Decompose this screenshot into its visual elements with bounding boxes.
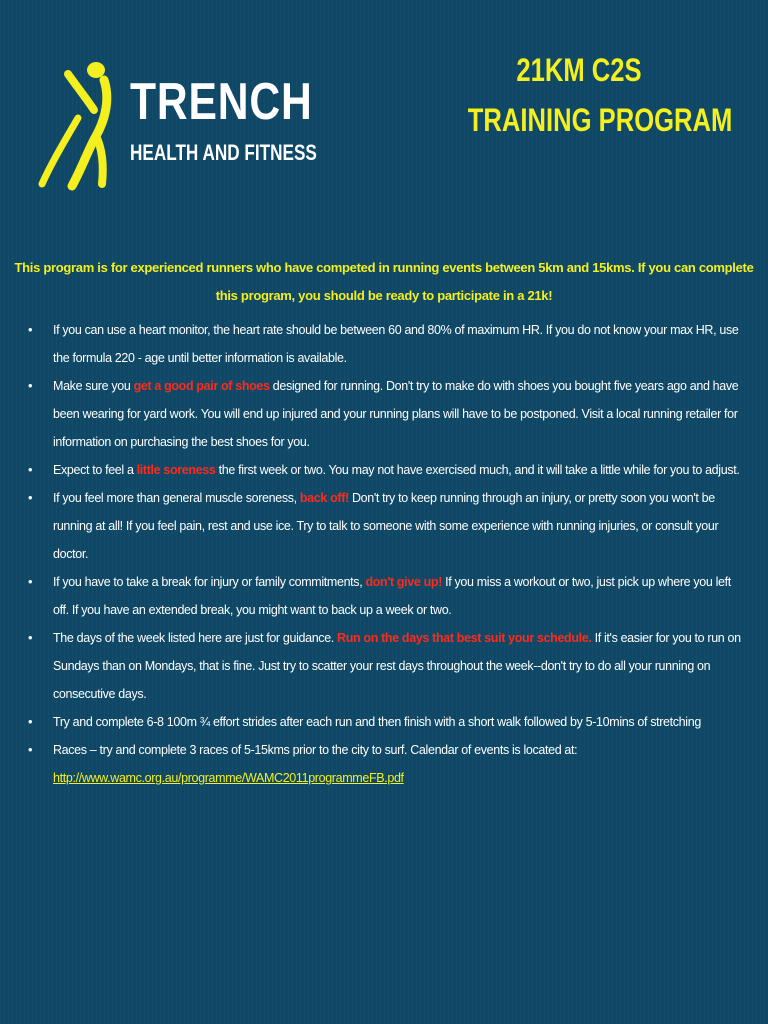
brand-name: TRENCH (130, 73, 313, 131)
trench-logo (38, 58, 317, 193)
runner-icon (38, 58, 128, 193)
calendar-link[interactable]: http://www.wamc.org.au/programme/WAMC2011programmeFB.pdf (53, 771, 404, 785)
list-item: • If you can use a heart monitor, the heart rate should be between 60 and 80% of maximum HR. If you do not know your max HR, use the formula 220 - age until better information is available. (28, 316, 748, 372)
list-item: • If you feel more than general muscle soreness, back off! Don't try to keep running through an injury, or pretty soon you won't be running at all! If you feel pain, rest and use ice. Try to talk to someone with some experience with running injuries, or consult your doctor. (28, 484, 748, 568)
list-item: • Make sure you get a good pair of shoes designed for running. Don't try to make do with shoes you bought five years ago and have been wearing for yard work. You will end up injured and your running plans will have to be postponed. Visit a local running retailer for information on purchasing the best shoes for you. (28, 372, 748, 456)
list-item: • Try and complete 6-8 100m ¾ effort strides after each run and then finish with a short walk followed by 5-10mins of stretching (28, 708, 748, 736)
brand-tagline: HEALTH AND FITNESS (130, 140, 317, 165)
highlight-text: don't give up! (365, 575, 443, 589)
guidelines-list (28, 316, 748, 792)
highlight-text: Run on the days that best suit your schedule. (337, 631, 592, 645)
highlight-text: back off! (299, 491, 349, 505)
list-item: • The days of the week listed here are just for guidance. Run on the days that best suit your schedule. If it's easier for you to run on Sundays than on Mondays, that is fine. Just try to scatter your rest days throughout the week--don't try to do all your running on consecutive days. (28, 624, 748, 708)
list-item: • If you have to take a break for injury or family commitments, don't give up! If you miss a workout or two, just pick up where you left off. If you have an extended break, you might want to back up a week or two. (28, 568, 748, 624)
list-item: • Expect to feel a little soreness the first week or two. You may not have exercised much, and it will take a little while for you to adjust. (28, 456, 748, 484)
list-item: • Races – try and complete 3 races of 5-15kms prior to the city to surf. Calendar of events is located at: http://www.wamc.org.au/programme/WAMC2011programmeFB.pdf (28, 736, 748, 792)
page-title-line1: 21KM C2S (516, 52, 642, 88)
intro-text: This program is for experienced runners who have competed in running events between 5km and 15kms. If you can complete this program, you should be ready to participate in a 21k! (14, 260, 754, 303)
highlight-text: get a good pair of shoes (133, 379, 270, 393)
highlight-text: little soreness (136, 463, 216, 477)
page-title-line2: TRAINING PROGRAM (467, 102, 733, 138)
